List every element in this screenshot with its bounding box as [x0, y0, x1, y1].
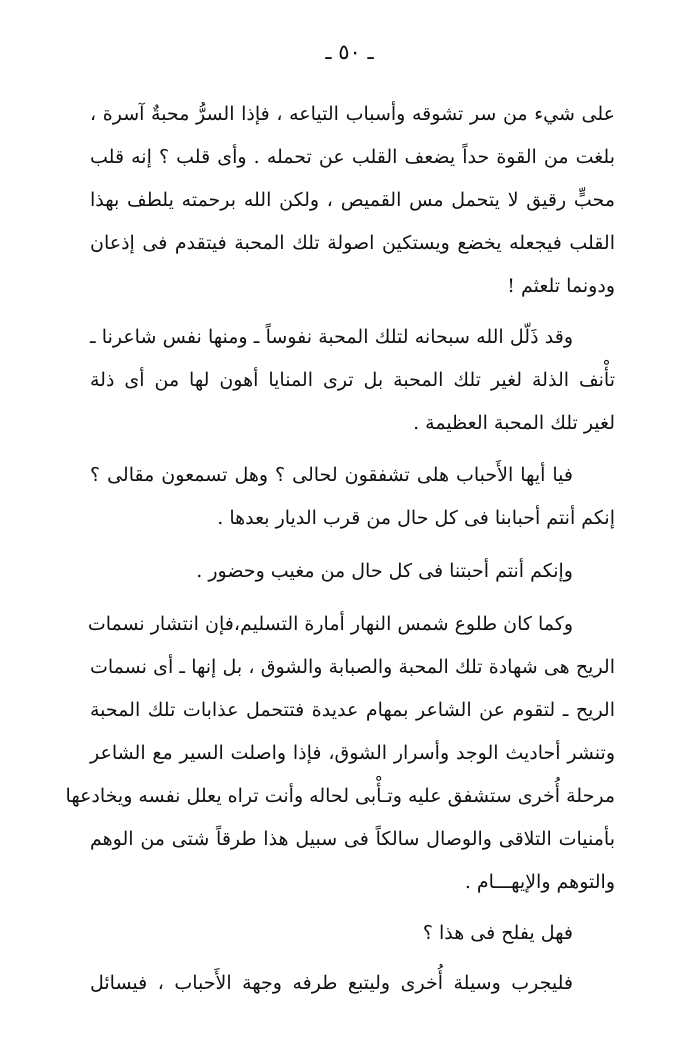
text-line-8: لغير تلك المحبة العظيمة . — [413, 412, 615, 434]
text-line-11: وإنكم أنتم أحبتنا فى كل حال من مغيب وحضور . — [196, 560, 573, 582]
text-line-1: على شيء من سر تشوقه وأسباب التياعه ، فإذا السرُّ محبةٌ آسرة ، — [90, 103, 615, 125]
text-line-15: وتنشر أحاديث الوجد وأسرار الشوق، فإذا واصلت السير مع الشاعر — [90, 742, 615, 764]
text-line-3: محبٍّ رقيق لا يتحمل مس القميص ، ولكن الله برحمته يلطف بهذا — [90, 189, 615, 211]
page-number: ـ ٥٠ ـ — [325, 40, 374, 64]
text-line-13: الريح هى شهادة تلك المحبة والصبابة والشوق ، بل إنها ـ أى نسمات — [90, 656, 615, 678]
text-line-10: إنكم أنتم أحبابنا فى كل حال من قرب الديار بعدها . — [217, 507, 615, 529]
text-line-12: وكما كان طلوع شمس النهار أمارة التسليم،فإن انتشار نسمات — [87, 613, 573, 635]
text-line-17: بأمنيات التلاقى والوصال سالكاً فى سبيل هذا طرقاً شتى من الوهم — [90, 828, 615, 850]
text-line-16: مرحلة أُخرى ستشفق عليه وتـأْبى لحاله وأنت تراه يعلل نفسه ويخادعها — [65, 785, 615, 807]
text-line-4: القلب فيجعله يخضع ويستكين اصولة تلك المحبة فيتقدم فى إذعان — [90, 232, 615, 254]
text-line-18: والتوهم والإيهـــام . — [464, 871, 615, 893]
text-line-2: بلغت من القوة حداً يضعف القلب عن تحمله . وأى قلب ؟ إنه قلب — [90, 146, 615, 168]
text-line-9: فيا أيها الأَحباب هلى تشفقون لحالى ؟ وهل تسمعون مقالى ؟ — [90, 464, 573, 486]
text-line-19: فهل يفلح فى هذا ؟ — [422, 922, 573, 944]
text-line-20: فليجرب وسيلة أُخرى وليتبع طرفه وجهة الأَحباب ، فيسائل — [90, 972, 573, 994]
text-line-7: تأْنف الذلة لغير تلك المحبة بل ترى المنايا أهون لها من أى ذلة — [90, 369, 615, 391]
text-line-14: الريح ـ لتقوم عن الشاعر بمهام عديدة فتتحمل عذابات تلك المحبة — [90, 699, 615, 721]
text-line-6: وقد ذَلّل الله سبحانه لتلك المحبة نفوساً ـ ومنها نفس شاعرنا ـ — [90, 326, 573, 348]
text-line-5: ودونما تلعثم ! — [507, 275, 615, 297]
